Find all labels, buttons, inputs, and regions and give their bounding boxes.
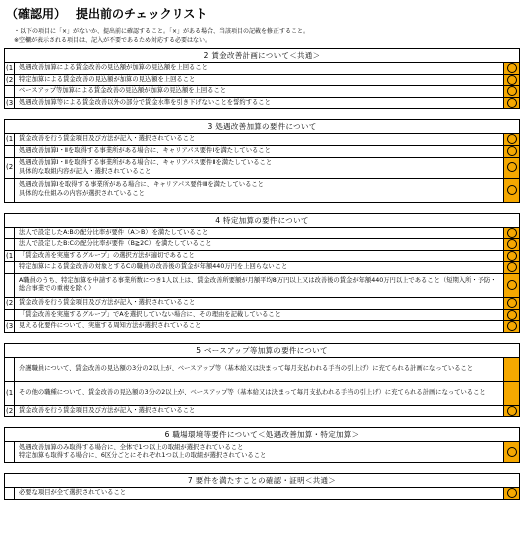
page-title (6, 6, 520, 22)
section-heading: 6 職場環境等要件について＜処遇改善加算・特定加算＞ (4, 427, 520, 441)
check-cell (504, 74, 520, 86)
row-number: (1 (5, 63, 15, 75)
checklist-table (4, 133, 520, 202)
checklist-row (5, 74, 520, 86)
checklist-row (5, 239, 520, 251)
section-heading: 4 特定加算の要件について (4, 213, 520, 227)
row-text-line: 処遇改善加算Ⅰを取得する事業所がある場合に、キャリアパス要件Ⅲを満たしていること (19, 181, 264, 189)
checklist-row (5, 227, 520, 239)
check-cell (504, 145, 520, 157)
checklist-row (5, 262, 520, 274)
checklist-row (5, 86, 520, 98)
checklist-row (5, 357, 520, 381)
checklist-table (4, 357, 520, 418)
row-number (5, 227, 15, 239)
row-text: 賃金改善を行う賃金項目及び方法が記入・選択されていること (15, 297, 504, 309)
row-text: 賃金改善を行う賃金項目及び方法が記入・選択されていること (15, 405, 504, 417)
check-cell (504, 262, 520, 274)
check-circle-icon (507, 310, 517, 320)
check-cell-empty (504, 381, 520, 405)
row-text: 「賃金改善を実施するグループ」の選択方法が適切であること (15, 250, 504, 262)
row-number (5, 357, 15, 381)
row-text (15, 157, 504, 178)
check-circle-icon (507, 406, 517, 416)
row-text: 処遇改善加算Ⅰ・Ⅱを取得する事業所がある場合に、キャリアパス要件Ⅰを満たしていること (15, 145, 504, 157)
section-heading: 7 要件を満たすことの確認・証明＜共通＞ (4, 473, 520, 487)
check-cell (504, 273, 520, 297)
check-cell (504, 239, 520, 251)
checklist-row (5, 297, 520, 309)
row-number: (1 (5, 134, 15, 146)
check-circle-icon (507, 447, 517, 457)
row-number: (1 (5, 250, 15, 262)
checklist-table (4, 487, 520, 500)
check-cell (504, 227, 520, 239)
check-circle-icon (507, 185, 517, 195)
check-cell (504, 297, 520, 309)
section-treatment-improvement (4, 119, 520, 202)
row-text: 法人で設定したB:Cの配分比率が要件（B≧2C）を満たしていること (15, 239, 504, 251)
row-text: 特定加算による賃金改善の見込額が加算の見込額を上回ること (15, 74, 504, 86)
check-circle-icon (507, 488, 517, 498)
row-text-line: 特定加算も取得する場合に、6区分ごとにそれぞれ1つ以上の取組が選択されていること (19, 452, 267, 460)
row-number (5, 86, 15, 98)
row-text: その他の職種について、賃金改善の見込額の3分の2以上が、ベースアップ等（基本給又は決まって毎月支払われる手当の引上げ）に充てられる計画になっていること (15, 381, 504, 405)
checklist-table (4, 227, 520, 333)
title-main: 提出前のチェックリスト (76, 7, 208, 21)
check-cell (504, 442, 520, 463)
check-circle-icon (507, 86, 517, 96)
checklist-row (5, 309, 520, 321)
row-text: 賃金改善を行う賃金項目及び方法が記入・選択されていること (15, 134, 504, 146)
checklist-row (5, 405, 520, 417)
check-circle-icon (507, 280, 517, 290)
checklist-row (5, 250, 520, 262)
check-cell (504, 134, 520, 146)
row-text-line: 具体的な仕組みの内容が選択されていること (19, 190, 145, 198)
row-text: 処遇改善加算による賃金改善の見込額が加算の見込額を上回ること (15, 63, 504, 75)
title-tag: （確認用） (6, 7, 67, 21)
row-number (5, 262, 15, 274)
check-cell (504, 178, 520, 202)
row-text: 特定加算による賃金改善の対象とするCの職員の改善後の賃金が年額440万円を上回らないこと (15, 262, 504, 274)
row-text: A職員のうち、特定加算を申請する事業所数につき1人以上は、賃金改善所要額が月額平均8万円以上又は改善後の賃金が年額440万円以上であること（短期入所・予防・総合事業での重複を除く） (15, 273, 504, 297)
row-number: (2 (5, 297, 15, 309)
row-number (5, 239, 15, 251)
checklist-row (5, 442, 520, 463)
check-circle-icon (507, 251, 517, 261)
row-number (5, 442, 15, 463)
check-cell (504, 63, 520, 75)
checklist-row (5, 145, 520, 157)
check-cell (504, 86, 520, 98)
check-circle-icon (507, 321, 517, 331)
check-circle-icon (507, 134, 517, 144)
check-circle-icon (507, 146, 517, 156)
check-cell-empty (504, 357, 520, 381)
notes (4, 28, 520, 45)
row-number: (3 (5, 321, 15, 333)
row-number (5, 178, 15, 202)
check-cell (504, 321, 520, 333)
section-work-environment (4, 427, 520, 463)
section-confirmation (4, 473, 520, 500)
checklist-row (5, 63, 520, 75)
check-circle-icon (507, 98, 517, 108)
section-baseup-addition (4, 343, 520, 418)
row-text: 「賃金改善を実施するグループ」でAを選択していない場合に、その理由を記載していること (15, 309, 504, 321)
check-circle-icon (507, 298, 517, 308)
checklist-row (5, 157, 520, 178)
row-number: (2 (5, 405, 15, 417)
check-cell (504, 309, 520, 321)
check-cell (504, 250, 520, 262)
row-text: ベースアップ等加算による賃金改善の見込額が加算の見込額を上回ること (15, 86, 504, 98)
checklist-row (5, 178, 520, 202)
checklist-row (5, 97, 520, 109)
check-circle-icon (507, 262, 517, 272)
row-text: 介護職員について、賃金改善の見込額の3分の2以上が、ベースアップ等（基本給又は決まって毎月支払われる手当の引上げ）に充てられる計画になっていること (15, 357, 504, 381)
check-circle-icon (507, 228, 517, 238)
section-heading: 5 ベースアップ等加算の要件について (4, 343, 520, 357)
check-circle-icon (507, 239, 517, 249)
check-circle-icon (507, 75, 517, 85)
row-number (5, 273, 15, 297)
row-text-line: 具体的な取組内容が記入・選択されていること (19, 167, 152, 175)
row-number: (2 (5, 74, 15, 86)
row-text-line: 処遇改善加算Ⅰ・Ⅱを取得する事業所がある場合に、キャリアパス要件Ⅱを満たしていること (19, 158, 273, 166)
check-cell (504, 157, 520, 178)
note-line: ・以下の項目に「×」がないか、提出前に確認すること。「×」がある場合、当該項目の記載を修正すること。 (14, 28, 310, 35)
checklist-table (4, 441, 520, 463)
checklist-row (5, 381, 520, 405)
row-text-line: 処遇改善加算のみ取得する場合に、全体で1つ以上の取組が選択されていること (19, 443, 244, 451)
check-cell (504, 405, 520, 417)
note-line: ※空欄が表示される項目は、記入が不要であるため対応する必要はない。 (14, 36, 212, 44)
checklist-row (5, 488, 520, 500)
section-heading: 2 賃金改善計画について＜共通＞ (4, 48, 520, 62)
check-circle-icon (507, 63, 517, 73)
check-cell (504, 488, 520, 500)
checklist-row (5, 321, 520, 333)
checklist-row (5, 273, 520, 297)
check-cell (504, 97, 520, 109)
checklist-table (4, 62, 520, 109)
checklist-row (5, 134, 520, 146)
section-wage-plan (4, 48, 520, 109)
section-specific-addition (4, 213, 520, 333)
row-text: 法人で設定したA:Bの配分比率が要件（A＞B）を満たしていること (15, 227, 504, 239)
row-number: (2 (5, 157, 15, 178)
row-number (5, 309, 15, 321)
check-circle-icon (507, 162, 517, 172)
row-number: (1 (5, 381, 15, 405)
row-number (5, 488, 15, 500)
row-text: 処遇改善加算等による賃金改善以外の部分で賃金水準を引き下げないことを誓約すること (15, 97, 504, 109)
row-number: (3 (5, 97, 15, 109)
row-text: 必要な項目が全て選択されていること (15, 488, 504, 500)
row-text (15, 442, 504, 463)
row-number (5, 145, 15, 157)
row-text (15, 178, 504, 202)
section-heading: 3 処遇改善加算の要件について (4, 119, 520, 133)
row-text: 見える化要件について、実施する周知方法が選択されていること (15, 321, 504, 333)
